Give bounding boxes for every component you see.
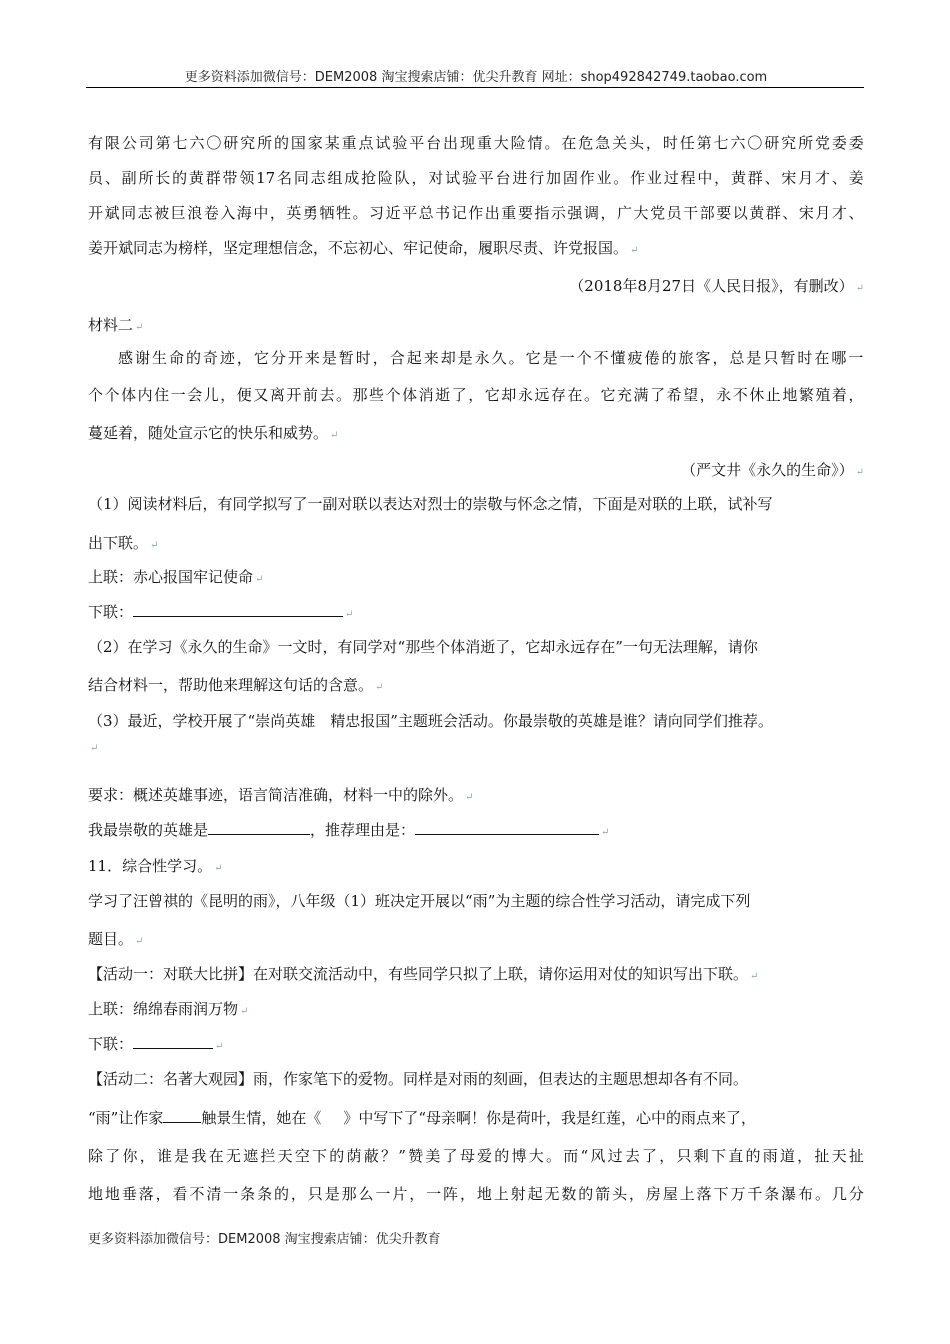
requirement: 要求：概述英雄事迹，语言简洁准确，材料一中的除外。 ↵: [88, 786, 474, 804]
para2-line-3: 蔓延着，随处宣示它的快乐和威势。 ↵: [88, 424, 339, 442]
question-2-line-2: 结合材料一，帮助他来理解这句话的含意。 ↵: [88, 676, 384, 694]
para2-line-2: 个 个 体 内 住 一 会 儿 ， 便 又 离 开 前 去 。 那 些 个 体 消 逝 了 ， 它 却 永 远 存 在 。 它 充 满 了 希 望 ， 永 不 休 止 地 繁 殖 着 ，: [88, 386, 864, 404]
source-2: （严文井《永久的生命》） ↵: [681, 461, 864, 479]
upper-couplet-1: 上联：赤心报国牢记使命 ↵: [88, 568, 264, 586]
hero-recommendation: 我最崇敬的英雄是 ，推荐理由是： ↵: [88, 821, 610, 839]
upper-couplet-2: 上联：绵绵春雨润万物 ↵: [88, 1000, 249, 1018]
para1-line-1: 有 限 公 司 第 七 六 〇 研 究 所 的 国 家 某 重 点 试 验 平 台 出 现 重 大 险 情 。 在 危 急 关 头 ， 时 任 第 七 六 〇 研 究 所 党 委 委: [88, 134, 864, 152]
activity-1: 【活动一：对联大比拼】在对联交流活动中，有些同学只拟了上联，请你运用对仗的知识写出下联。 ↵: [88, 965, 759, 983]
activity-2: 【活动二：名著大观园】雨，作家笔下的爱物。同样是对雨的刻画，但表达的主题思想却各有不同。: [88, 1070, 749, 1088]
intro-line-1: 学习了汪曾祺的《昆明的雨》，八年级（1）班决定开展以“雨”为主题的综合性学习活动，请完成下列: [88, 892, 751, 910]
page-footer: 更多资料添加微信号：DEM2008 淘宝搜索店铺：优尖升教育: [88, 1232, 441, 1247]
author-blank[interactable]: [163, 1108, 201, 1123]
rain-line-2: 除 了 你 ， 谁 是 我 在 无 遮 拦 天 空 下 的 荫 蔽 ？ ” 赞 美 了 母 爱 的 博 大 。 而 “ 风 过 去 了 ， 只 剩 下 直 的 雨 道 ， 扯 天 扯: [88, 1147, 864, 1165]
hero-reason-blank[interactable]: [415, 820, 599, 835]
source-1: （2018年8月27日《人民日报》，有删改） ↵: [569, 277, 864, 295]
para1-line-4: 姜开斌同志为榜样，坚定理想信念，不忘初心、牢记使命，履职尽责、许党报国。 ↵: [88, 239, 639, 257]
question-2-line-1: （2）在学习《永久的生命》一文时，有同学对“那些个体消逝了，它却永远存在”一句无法理解，请你: [88, 638, 758, 656]
para2-line-1: 感 谢 生 命 的 奇 迹 ， 它 分 开 来 是 暂 时 ， 合 起 来 却 是 永 久 。 它 是 一 个 不 懂 疲 倦 的 旅 客 ， 总 是 只 暂 时 在 哪 一: [118, 349, 864, 367]
header-rule: [86, 87, 864, 88]
para1-line-3: 开 斌 同 志 被 巨 浪 卷 入 海 中 ， 英 勇 牺 牲 。 习 近 平 总 书 记 作 出 重 要 指 示 强 调 ， 广 大 党 员 干 部 要 以 黄 群 、 宋 月 才 、: [88, 204, 864, 222]
question-1-line-1: （1）阅读材料后，有同学拟写了一副对联以表达对烈士的崇敬与怀念之情，下面是对联的上联，试补写: [88, 495, 773, 513]
question-3-mark: ↵: [90, 743, 99, 754]
intro-line-2: 题目。 ↵: [88, 930, 144, 948]
page-header: 更多资料添加微信号：DEM2008 淘宝搜索店铺：优尖升教育 网址：shop492842749.taobao.com: [184, 70, 768, 85]
question-11: 11．综合性学习。 ↵: [88, 857, 223, 875]
rain-line-1: “雨”让作家 触景生情，她在《 》中写下了“母亲啊！你是荷叶，我是红莲，心中的雨点来了，: [88, 1109, 757, 1127]
question-3: （3）最近，学校开展了“崇尚英雄 精忠报国”主题班会活动。你最崇敬的英雄是谁？请向同学们推荐。: [88, 712, 773, 730]
material-2-title: 材料二 ↵: [88, 316, 144, 334]
lower-couplet-2-blank[interactable]: [133, 1034, 213, 1049]
question-1-line-2: 出下联。 ↵: [88, 534, 159, 552]
rain-line-3: 地 地 垂 落 ， 看 不 清 一 条 条 的 ， 只 是 那 么 一 片 ， 一 阵 ， 地 上 射 起 无 数 的 箭 头 ， 房 屋 上 落 下 万 千 条 瀑 布 。 几 分: [88, 1185, 864, 1203]
lower-couplet-1-blank[interactable]: [133, 602, 343, 617]
hero-name-blank[interactable]: [208, 820, 310, 835]
lower-couplet-2: 下联： ↵: [88, 1035, 224, 1053]
lower-couplet-1: 下联： ↵: [88, 603, 354, 621]
para1-line-2: 员 、 副 所 长 的 黄 群 带 领 17 名 同 志 组 成 抢 险 队 ， 对 试 验 平 台 进 行 加 固 作 业 。 作 业 过 程 中 ， 黄 群 、 宋 月 才 、 姜: [88, 169, 864, 187]
